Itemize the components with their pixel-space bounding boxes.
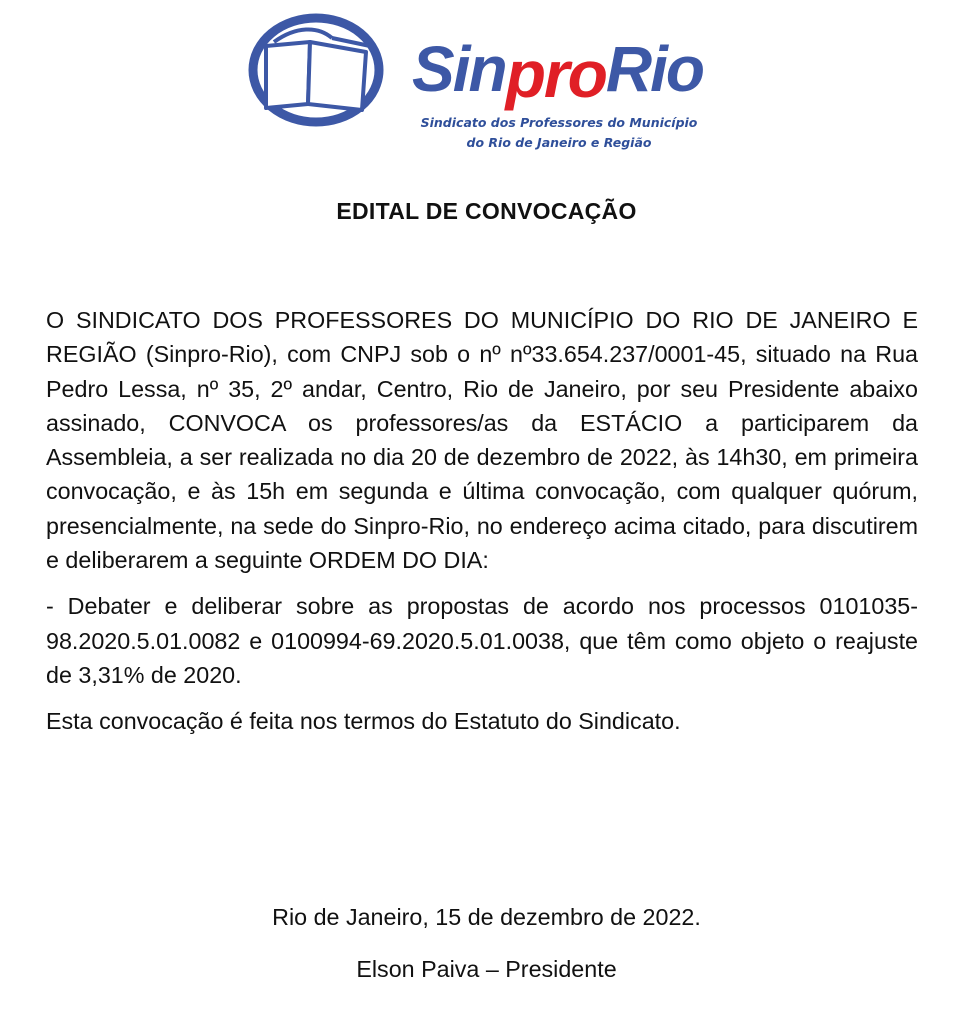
logo-book-icon <box>248 12 388 127</box>
logo-wordmark-rio: Rio <box>605 33 703 105</box>
document-body <box>46 303 918 739</box>
logo-wordmark-pro: pro <box>505 37 606 111</box>
logo-wordmark <box>412 28 703 109</box>
document-title: EDITAL DE CONVOCAÇÃO <box>336 198 637 224</box>
agenda-item-paragraph: - Debater e deliberar sobre as propostas de acordo nos processos 0101035-98.2020.5.01.0082 e 0100994-69.2020.5.01.0038, que têm como objeto o reajuste de 3,31% de 2020. <box>46 593 918 688</box>
statute-paragraph: Esta convocação é feita nos termos do Estatuto do Sindicato. <box>46 708 681 735</box>
place-date: Rio de Janeiro, 15 de dezembro de 2022. <box>272 904 701 930</box>
signature-line: Elson Paiva – Presidente <box>356 956 617 982</box>
logo-subtitle-line1: Sindicato dos Professores do Município <box>420 115 698 130</box>
logo-wordmark-sin: Sin <box>412 33 506 105</box>
convocation-paragraph: O SINDICATO DOS PROFESSORES DO MUNICÍPIO DO RIO DE JANEIRO E REGIÃO (Sinpro-Rio), com CNPJ sob o nº nº33.654.237/0001-45, situado na Rua Pedro Lessa, nº 35, 2º andar, Centro, Rio de Janeiro, por seu Presidente abaixo assinado, CONVOCA os professores/as da ESTÁCIO a participarem da Assembleia, a ser realizada no dia 20 de dezembro de 2022, às 14h30, em primeira convocação, e às 15h em segunda e última convocação, com qualquer quórum, presencialmente, na sede do Sinpro-Rio, no endereço acima citado, para discutirem e deliberarem a seguinte ORDEM DO DIA: <box>46 307 918 574</box>
logo-subtitle <box>414 113 704 153</box>
logo-subtitle-line2: do Rio de Janeiro e Região <box>466 135 652 150</box>
sinpro-rio-logo <box>248 10 708 155</box>
